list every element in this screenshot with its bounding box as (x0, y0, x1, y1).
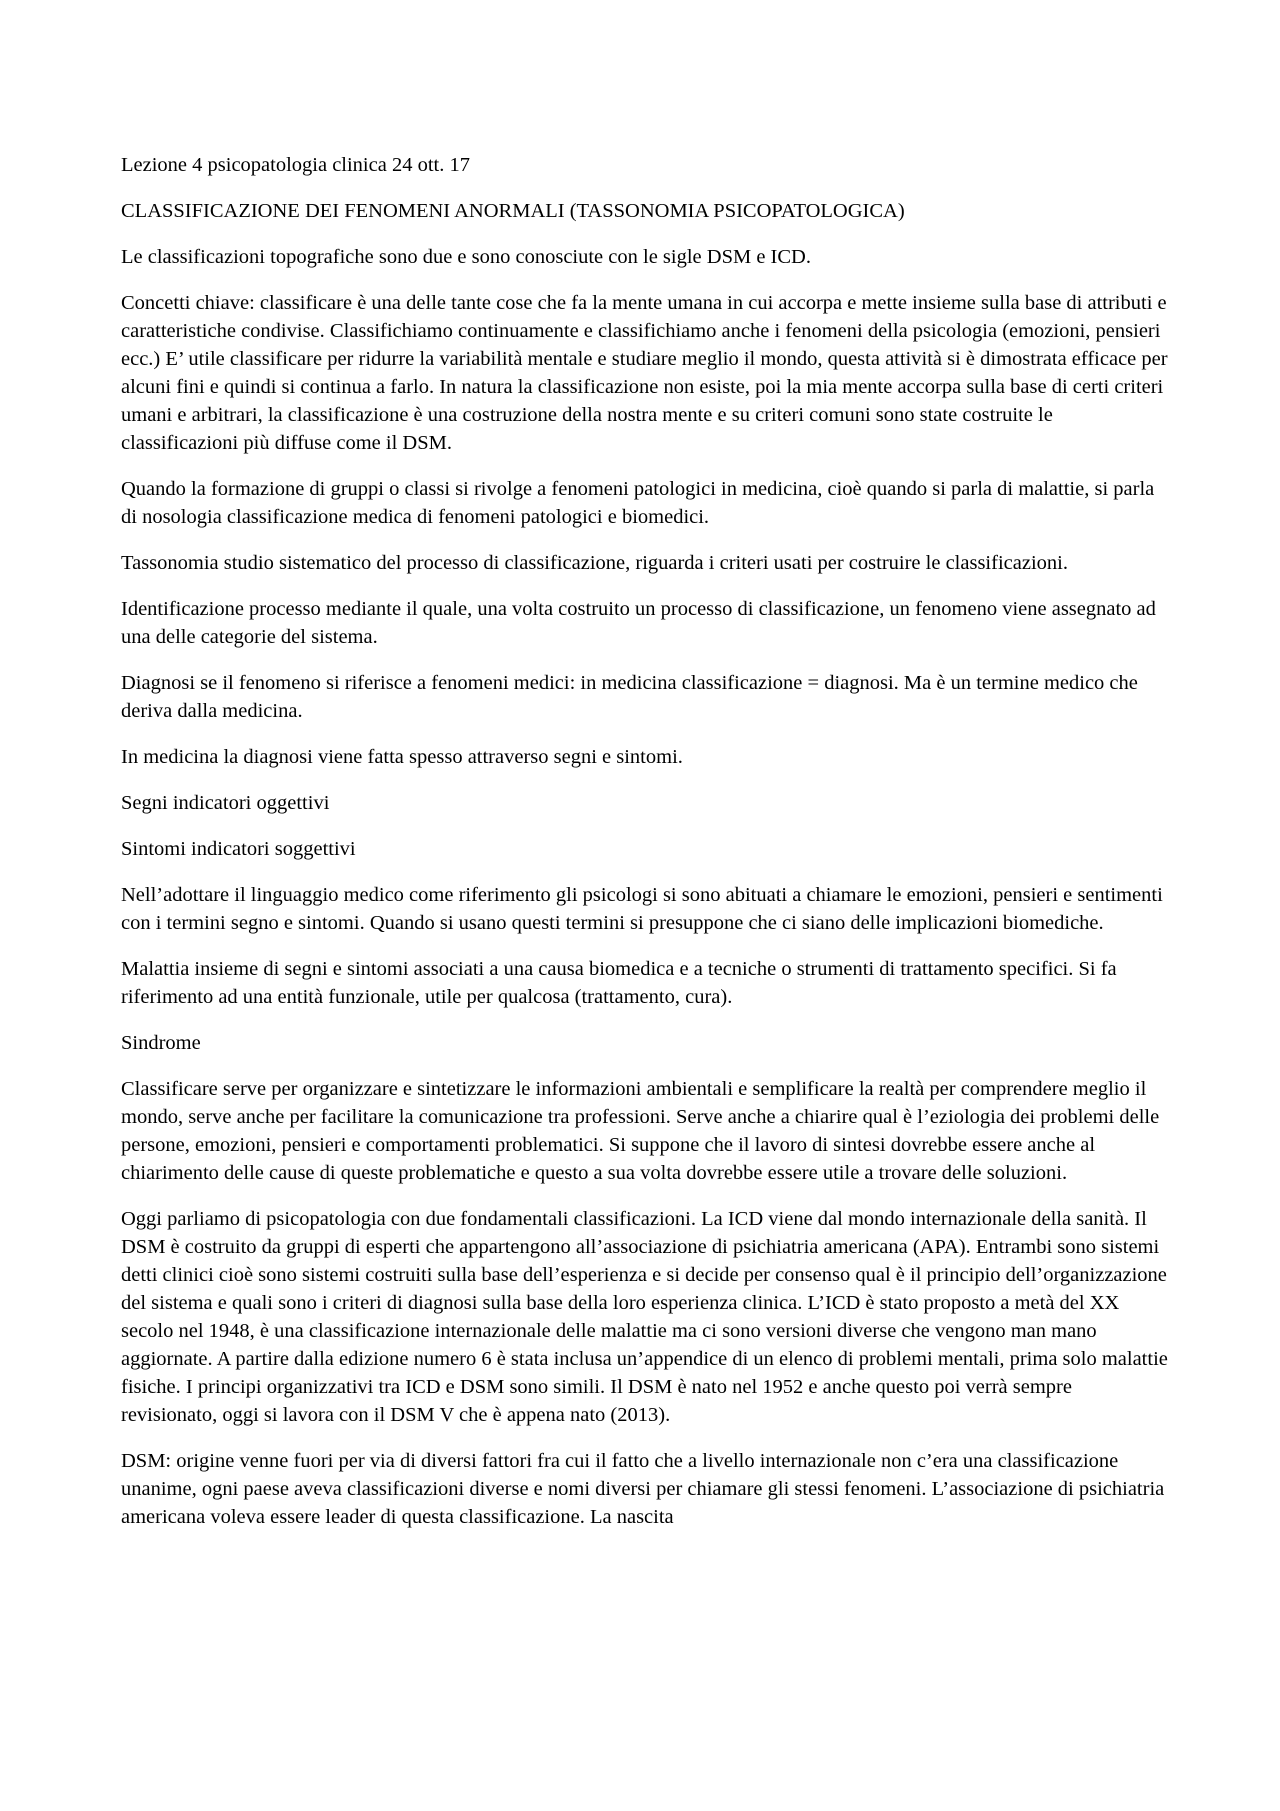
lesson-heading: Lezione 4 psicopatologia clinica 24 ott. 17 (121, 154, 470, 176)
paragraph: Le classificazioni topografiche sono due e sono conosciute con le sigle DSM e ICD. (121, 246, 811, 268)
paragraph: Classificare serve per organizzare e sintetizzare le informazioni ambientali e semplificare la realtà per comprendere meglio il mondo, serve anche per facilitare la comunicazione tra professioni. Serve anche a chiarire qual è l’eziologia dei problemi delle persone, emozioni, pensieri e comportamenti problematici. Si suppone che il lavoro di sintesi dovrebbe essere anche al chiarimento delle cause di queste problematiche e questo a sua volta dovrebbe essere utile a trovare delle soluzioni. (121, 1078, 1160, 1184)
paragraph: Concetti chiave: classificare è una delle tante cose che fa la mente umana in cui accorpa e mette insieme sulla base di attributi e caratteristiche condivise. Classifichiamo continuamente e classifichiamo anche i fenomeni della psicologia (emozioni, pensieri ecc.) E’ utile classificare per ridurre la variabilità mentale e studiare meglio il mondo, questa attività si è dimostrata efficace per alcuni fini e quindi si continua a farlo. In natura la classificazione non esiste, poi la mia mente accorpa sulla base di certi criteri umani e arbitrari, la classificazione è una costruzione della nostra mente e su criteri comuni sono state costruite le classificazioni più diffuse come il DSM. (121, 292, 1168, 454)
document-body (121, 151, 1171, 1549)
paragraph: Quando la formazione di gruppi o classi si rivolge a fenomeni patologici in medicina, cioè quando si parla di malattie, si parla di nosologia classificazione medica di fenomeni patologici e biomedici. (121, 478, 1155, 528)
paragraph: Oggi parliamo di psicopatologia con due fondamentali classificazioni. La ICD viene dal mondo internazionale della sanità. Il DSM è costruito da gruppi di esperti che appartengono all’associazione di psichiatria americana (APA). Entrambi sono sistemi detti clinici cioè sono sistemi costruiti sulla base dell’esperienza e si decide per consenso qual è il principio dell’organizzazione del sistema e quali sono i criteri di diagnosi sulla base della loro esperienza clinica. L’ICD è stato proposto a metà del XX secolo nel 1948, è una classificazione internazionale delle malattie ma ci sono versioni diverse che vengono man mano aggiornate. A partire dalla edizione numero 6 è stata inclusa un’appendice di un elenco di problemi mentali, prima solo malattie fisiche. I principi organizzativi tra ICD e DSM sono simili. Il DSM è nato nel 1952 e anche questo poi verrà sempre revisionato, oggi si lavora con il DSM V che è appena nato (2013). (121, 1208, 1168, 1426)
paragraph: Tassonomia studio sistematico del processo di classificazione, riguarda i criteri usati per costruire le classificazioni. (121, 552, 1068, 574)
paragraph: Malattia insieme di segni e sintomi associati a una causa biomedica e a tecniche o strumenti di trattamento specifici. Si fa riferimento ad una entità funzionale, utile per qualcosa (trattamento, cura). (121, 958, 1117, 1008)
paragraph: Identificazione processo mediante il quale, una volta costruito un processo di classificazione, un fenomeno viene assegnato ad una delle categorie del sistema. (121, 598, 1156, 648)
paragraph: Sindrome (121, 1032, 201, 1054)
paragraph: DSM: origine venne fuori per via di diversi fattori fra cui il fatto che a livello internazionale non c’era una classificazione unanime, ogni paese aveva classificazioni diverse e nomi diversi per chiamare gli stessi fenomeni. L’associazione di psichiatria americana voleva essere leader di questa classificazione. La nascita (121, 1450, 1165, 1528)
paragraph: Segni indicatori oggettivi (121, 792, 330, 814)
paragraph: Diagnosi se il fenomeno si riferisce a fenomeni medici: in medicina classificazione = diagnosi. Ma è un termine medico che deriva dalla medicina. (121, 672, 1138, 722)
section-title: CLASSIFICAZIONE DEI FENOMENI ANORMALI (TASSONOMIA PSICOPATOLOGICA) (121, 200, 905, 222)
paragraph: Nell’adottare il linguaggio medico come riferimento gli psicologi si sono abituati a chiamare le emozioni, pensieri e sentimenti con i termini segno e sintomi. Quando si usano questi termini si presuppone che ci siano delle implicazioni biomediche. (121, 884, 1163, 934)
paragraph: Sintomi indicatori soggettivi (121, 838, 356, 860)
paragraph: In medicina la diagnosi viene fatta spesso attraverso segni e sintomi. (121, 746, 683, 768)
